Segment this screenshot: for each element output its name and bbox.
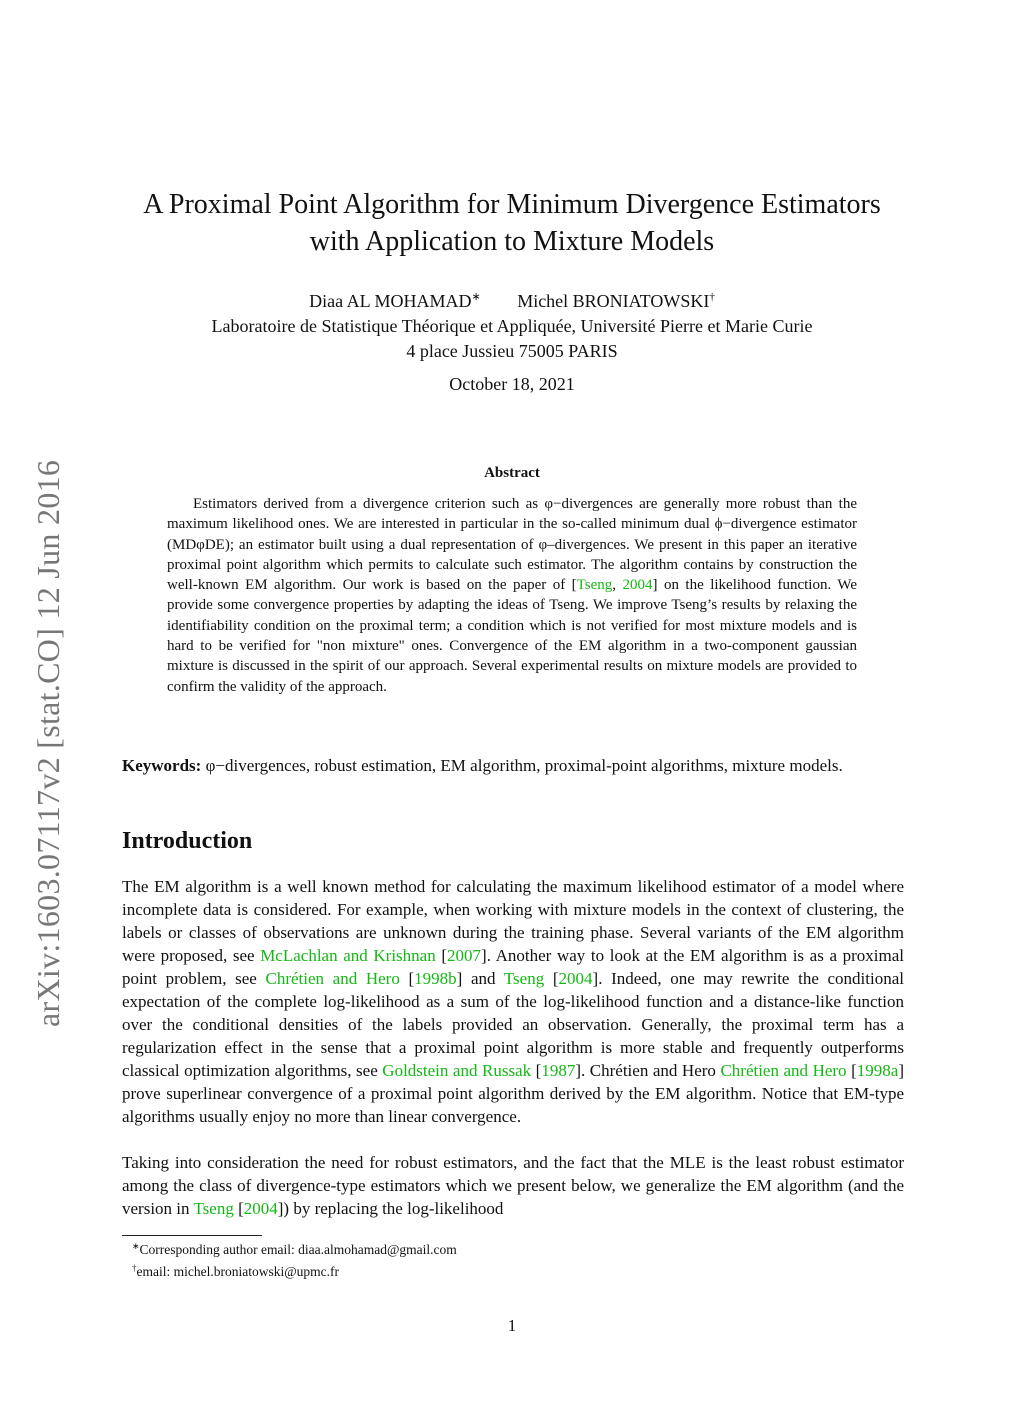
citation-link[interactable]: Chrétien and Hero	[265, 969, 400, 988]
keywords	[122, 754, 904, 777]
citation-year-link[interactable]: 1998a	[856, 1061, 899, 1080]
author-names	[100, 285, 924, 314]
footnote-rule	[122, 1235, 262, 1236]
abstract-text	[167, 494, 857, 697]
citation-year-link[interactable]: 2007	[447, 946, 482, 965]
intro-text: . Chrétien and Hero	[581, 1061, 721, 1080]
author-2-name: Michel BRONIATOWSKI	[517, 291, 710, 311]
title-line-1: A Proximal Point Algorithm for Minimum Divergence Estimators	[143, 189, 881, 220]
paper-date: October 18, 2021	[449, 374, 575, 394]
citation-year-link[interactable]: 1987	[541, 1061, 576, 1080]
paper-title	[100, 186, 924, 260]
author-2-mark: †	[709, 291, 715, 303]
author-block	[100, 285, 924, 364]
author-1-name: Diaa AL MOHAMAD	[309, 291, 472, 311]
keywords-text: φ−divergences, robust estimation, EM algorithm, proximal-point algorithms, mixture models.	[201, 756, 843, 775]
intro-text: prove superlinear convergence of a proximal point algorithm derived by the EM algorithm. Notice that EM-type algorithms usually enjoy no more than linear convergence.	[122, 1084, 904, 1126]
page-number: 1	[507, 1316, 517, 1335]
intro-text: The EM algorithm is a well known method for calculating the maximum likelihood estimator of a model where incomplete data is considered. For example, when working with mixture models in the context of clustering, the labels or classes of observations are unknown during the training phase. Several variants of the EM algorithm were proposed, see	[122, 877, 904, 965]
citation-separator: ,	[612, 577, 623, 594]
citation-link[interactable]: Tseng	[193, 1199, 234, 1218]
footnote-2-mark: †	[132, 1263, 137, 1273]
affiliation: Laboratoire de Statistique Théorique et Appliquée, Université Pierre et Marie Curie	[211, 316, 813, 336]
abstract-part-1: Estimators derived from a divergence criterion such as φ−divergences are generally more robust than the maximum likelihood ones. We are interested in particular in the so-called minimum dual ϕ−divergence estimator (MDφDE); an estimator built using a dual representation of φ–divergences. We present in this paper an iterative proximal point algorithm which permits to calculate such estimator. The algorithm contains by construction the well-known EM algorithm. Our work is based on the paper of [	[167, 496, 857, 594]
keywords-label: Keywords:	[122, 756, 202, 775]
footnotes	[132, 1237, 912, 1281]
citation-year-link[interactable]: 1998b	[414, 969, 457, 988]
citation-link[interactable]: Tseng	[576, 577, 613, 594]
footnote-2-text: email: michel.broniatowski@upmc.fr	[136, 1264, 340, 1279]
section-heading-introduction: Introduction	[122, 828, 253, 854]
citation-year-link[interactable]: 2004	[243, 1199, 278, 1218]
footnote-1-mark: ∗	[132, 1241, 140, 1251]
intro-paragraph-1: The EM algorithm is a well known method for calculating the maximum likelihood estimator of a model where incomplete data is considered. For example, when working with mixture models in the context of clustering, the labels or classes of observations are unknown during the training phase. Several variants of the EM algorithm were proposed, see McLachlan and Krishnan [2007]. Another way to look at the EM algorithm is as a proximal point problem, see Chrétien and Hero [1998b] and Tseng [2004]. Indeed, one may rewrite the conditional expectation of the complete log-likelihood as a sum of the log-likelihood function and a distance-like function over the conditional densities of the labels provided an observation. Generally, the proximal term has a regularization effect in the sense that a proximal point algorithm is more stable and frequently outperforms classical optimization algorithms, see Goldstein and Russak [1987]. Chrétien and Hero Chrétien and Hero [1998a] prove superlinear convergence of a proximal point algorithm derived by the EM algorithm. Notice that EM-type algorithms usually enjoy no more than linear convergence.	[122, 877, 905, 1126]
citation-year-link[interactable]: 2004	[622, 577, 653, 594]
abstract-heading: Abstract	[484, 465, 540, 481]
footnote-2	[132, 1259, 912, 1281]
citation-year-link[interactable]: 2004	[558, 969, 593, 988]
arxiv-identifier: arXiv:1603.07117v2 [stat.CO] 12 Jun 2016	[30, 459, 66, 1027]
citation-link[interactable]: Chrétien and Hero	[720, 1061, 847, 1080]
title-line-2: with Application to Mixture Models	[309, 226, 715, 257]
intro-text: ) by replacing the log-likelihood	[283, 1199, 504, 1218]
abstract-part-2: ] on the likelihood function. We provide some convergence properties by adapting the ideas of Tseng. We improve Tseng’s results by relaxing the identifiability condition on the proximal term; a condition which is not verified for most mixture models and is hard to be verified for "non mixture" ones. Convergence of the EM algorithm in a two-component gaussian mixture is discussed in the spirit of our approach. Several experimental results on mixture models are provided to confirm the validity of the approach.	[167, 577, 858, 695]
intro-text: and	[462, 969, 504, 988]
address: 4 place Jussieu 75005 PARIS	[406, 341, 618, 361]
footnote-1	[132, 1237, 912, 1259]
author-1	[309, 285, 481, 314]
author-2	[517, 285, 715, 314]
intro-text: . Indeed, one may rewrite the conditional expectation of the complete log-likelihood as a sum of the log-likelihood function and a distance-like function over the conditional densities of the labels provided an observation. Generally, the proximal term has a regularization effect in the sense that a proximal point algorithm is more stable and frequently outperforms classical optimization algorithms, see	[122, 969, 904, 1080]
footnote-1-text: Corresponding author email: diaa.almohamad@gmail.com	[139, 1242, 457, 1257]
citation-link[interactable]: Tseng	[503, 969, 545, 988]
intro-text: . Another way to look at the EM algorithm is as a proximal point problem, see	[122, 946, 905, 988]
citation-link[interactable]: McLachlan and Krishnan	[260, 946, 436, 965]
intro-paragraph-2: Taking into consideration the need for robust estimators, and the fact that the MLE is the least robust estimator among the class of divergence-type estimators which we present below, we generalize the EM algorithm (and the version in Tseng [2004]) by replacing the log-likelihood	[122, 1153, 904, 1218]
intro-text: Taking into consideration the need for robust estimators, and the fact that the MLE is the least robust estimator among the class of divergence-type estimators which we present below, we generalize the EM algorithm (and the version in	[122, 1153, 904, 1218]
author-1-mark: ∗	[471, 291, 481, 303]
citation-link[interactable]: Goldstein and Russak	[382, 1061, 532, 1080]
